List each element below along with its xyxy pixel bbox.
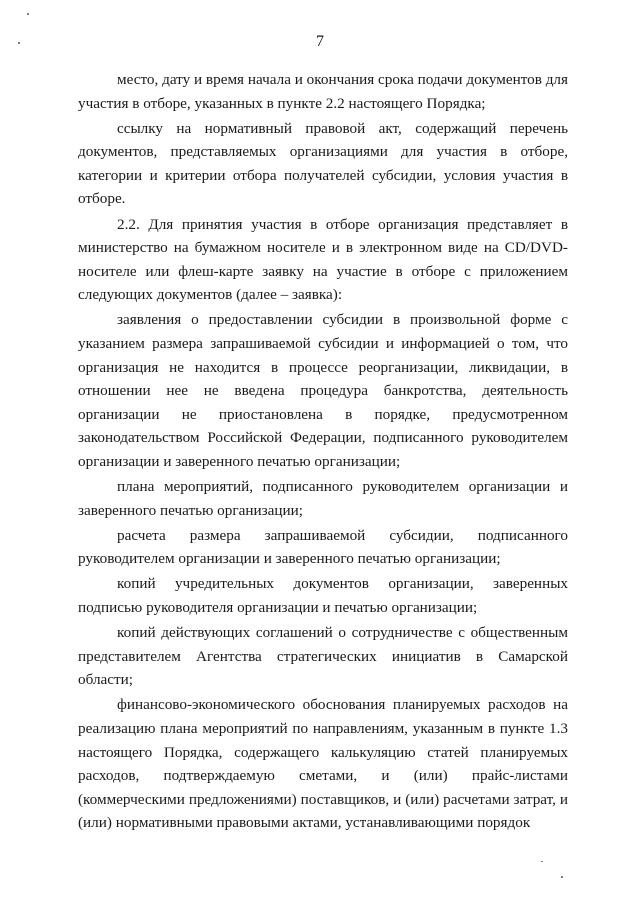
paragraph-financial-justification: финансово-экономического обоснования планируемых расходов на реализацию плана мероприятий по направлениям, указанным в пункте 1.3 настоящего Порядка, содержащего калькуляцию статей планируемых расходов, подтверждаемую сметами, и (или) прайс-листами (коммерческими предложениями) поставщиков, и (или) расчетами затрат, и (или) нормативными правовыми актами, устанавливающими порядок — [78, 696, 568, 832]
scan-speck — [27, 13, 29, 15]
paragraph-action-plan: плана мероприятий, подписанного руководителем организации и заверенного печатью организации; — [78, 478, 568, 519]
document-body — [78, 68, 568, 837]
paragraph-subsidy-calculation: расчета размера запрашиваемой субсидии, подписанного руководителем организации и заверенного печатью организации; — [78, 526, 568, 568]
paragraph-legal-act-link: ссылку на нормативный правовой акт, содержащий перечень документов, представляемых организациями для участия в отборе, категории и критерии отбора получателей субсидии, условия участия в отборе. — [78, 119, 568, 208]
paragraph-application: заявления о предоставлении субсидии в произвольной форме с указанием размера запрашиваемой субсидии и информацией о том, что организация не находится в процессе реорганизации, ликвидации, в отношении нее не введена процедура банкротства, деятельность организации не приостановлена в порядке, предусмотренном законодательством Российской Федерации, подписанного руководителем организации и заверенного печатью организации; — [78, 311, 568, 470]
page-number: 7 — [316, 33, 324, 50]
paragraph-place-date: место, дату и время начала и окончания срока подачи документов для участия в отборе, указанных в пункте 2.2 настоящего Порядка; — [78, 71, 568, 112]
scan-speck — [541, 861, 543, 862]
scan-speck — [561, 876, 563, 878]
paragraph-cooperation-agreements: копий действующих соглашений о сотрудничестве с общественным представителем Агентства стратегических инициатив в Самарской области; — [78, 624, 568, 689]
paragraph-section-2-2: 2.2. Для принятия участия в отборе организация представляет в министерство на бумажном носителе и в электронном виде на CD/DVD-носителе или флеш-карте заявку на участие в отборе с приложением следующих документов (далее – заявка): — [78, 215, 568, 304]
paragraph-founding-documents: копий учредительных документов организации, заверенных подписью руководителя организации и печатью организации; — [78, 575, 568, 617]
